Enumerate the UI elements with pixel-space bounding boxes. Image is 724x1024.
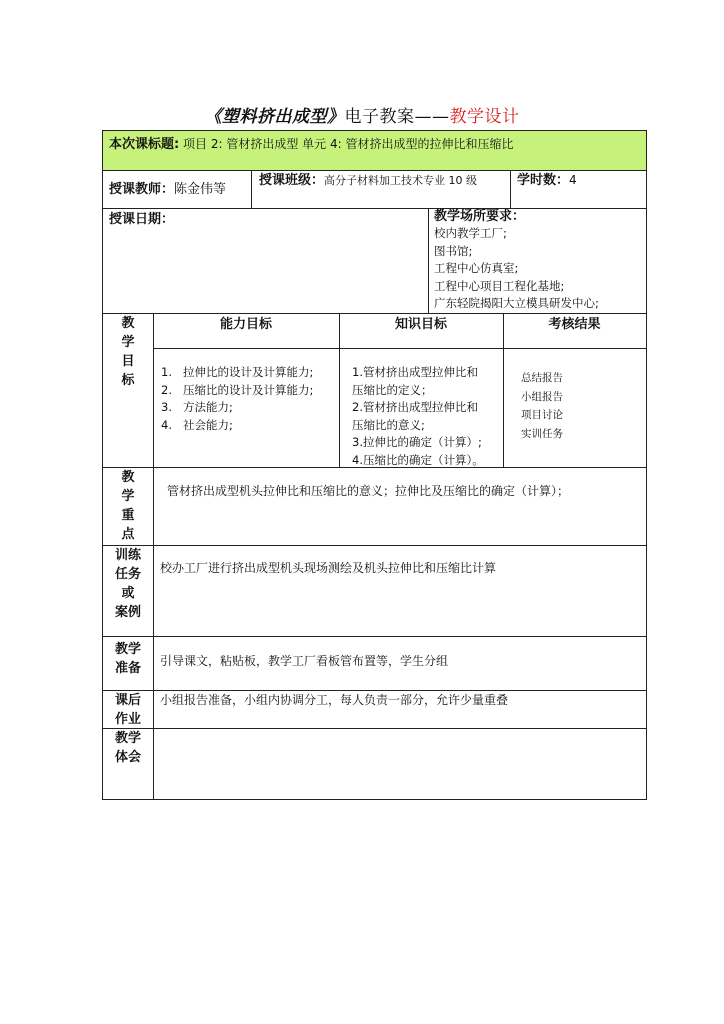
venue-item: 工程中心仿真室; xyxy=(434,261,519,275)
hours-cell xyxy=(517,172,577,189)
lesson-plan-table xyxy=(102,130,647,800)
topic-value: 项目 2: 管材挤出成型 单元 4: 管材挤出成型的拉伸比和压缩比 xyxy=(183,137,514,151)
list-item: 压缩比的意义; xyxy=(352,417,425,432)
focus-text: 管材挤出成型机头拉伸比和压缩比的意义；拉伸比及压缩比的确定（计算）； xyxy=(167,484,570,498)
title-red: 教学设计 xyxy=(449,107,520,127)
col-divider xyxy=(428,208,429,313)
class-cell xyxy=(259,172,477,189)
knowledge-header: 知识目标 xyxy=(394,317,447,332)
row-divider xyxy=(103,313,646,314)
assessment-list xyxy=(521,369,563,443)
list-item: 实训任务 xyxy=(521,427,563,440)
row-divider xyxy=(103,208,646,209)
prep-text: 引导课文，粘贴板，教学工厂看板管布置等，学生分组 xyxy=(160,654,449,668)
hours-value: 4 xyxy=(569,173,577,187)
ability-list xyxy=(161,364,313,434)
list-item: 1. 拉伸比的设计及计算能力; xyxy=(161,365,314,379)
task-text: 校办工厂进行挤出成型机头现场测绘及机头拉伸比和压缩比计算 xyxy=(160,561,497,575)
row-divider xyxy=(153,348,646,349)
col-divider xyxy=(339,313,340,467)
title-book: 《塑料挤出成型》 xyxy=(204,107,345,127)
row-divider xyxy=(103,636,646,637)
list-item: 2.管材挤出成型拉伸比和 xyxy=(352,400,478,414)
class-label: 授课班级： xyxy=(259,173,325,188)
homework-text: 小组报告准备，小组内协调分工，每人负责一部分，允许少量重叠 xyxy=(160,693,509,707)
row-divider xyxy=(103,170,646,171)
list-item: 1.管材挤出成型拉伸比和 xyxy=(352,365,478,379)
row-divider xyxy=(103,728,646,729)
list-item: 压缩比的定义； xyxy=(352,382,433,397)
page-title xyxy=(0,102,724,127)
venue-label: 教学场所要求： xyxy=(434,209,526,224)
col-divider xyxy=(503,313,504,467)
ability-header: 能力目标 xyxy=(219,317,272,332)
row-divider xyxy=(103,545,646,546)
col-divider xyxy=(153,313,154,799)
list-item: 4.压缩比的确定（计算）。 xyxy=(352,452,484,467)
venue-item: 工程中心项目工程化基地; xyxy=(434,278,565,293)
list-item: 3. 方法能力; xyxy=(161,400,233,414)
task-label: 训练 任务 或 案例 xyxy=(114,548,141,620)
list-item: 3.拉伸比的确定（计算）; xyxy=(352,435,482,449)
topic-row xyxy=(109,136,513,153)
goals-label: 教 学 目 标 xyxy=(121,316,135,388)
list-item: 小组报告 xyxy=(521,390,563,403)
teacher-value: 陈金伟等 xyxy=(174,182,227,197)
venue-item: 广东轻院揭阳大立模具研发中心; xyxy=(434,296,599,310)
venue-list xyxy=(434,225,599,313)
teacher-cell xyxy=(109,181,226,198)
topic-label: 本次课标题: xyxy=(109,137,180,152)
reflection-label: 教学 体会 xyxy=(114,731,141,765)
assessment-header: 考核结果 xyxy=(548,317,601,332)
list-item: 总结报告 xyxy=(521,372,563,384)
focus-label: 教 学 重 点 xyxy=(121,470,135,542)
homework-label: 课后 作业 xyxy=(114,693,141,727)
row-divider xyxy=(103,690,646,691)
teacher-label: 授课教师： xyxy=(109,182,175,197)
prep-label: 教学 准备 xyxy=(114,642,141,676)
date-label: 授课日期： xyxy=(109,212,175,227)
list-item: 4. 社会能力; xyxy=(161,417,233,432)
col-divider xyxy=(510,170,511,208)
hours-label: 学时数： xyxy=(517,173,570,188)
list-item: 2. 压缩比的设计及计算能力; xyxy=(161,382,314,397)
class-value: 高分子材料加工技术专业 10 级 xyxy=(324,174,478,187)
knowledge-list xyxy=(352,364,484,469)
list-item: 项目讨论 xyxy=(521,409,563,421)
col-divider xyxy=(251,170,252,208)
venue-item: 图书馆; xyxy=(434,243,473,258)
title-middle: 电子教案—— xyxy=(344,107,450,127)
venue-item: 校内教学工厂; xyxy=(434,226,507,240)
